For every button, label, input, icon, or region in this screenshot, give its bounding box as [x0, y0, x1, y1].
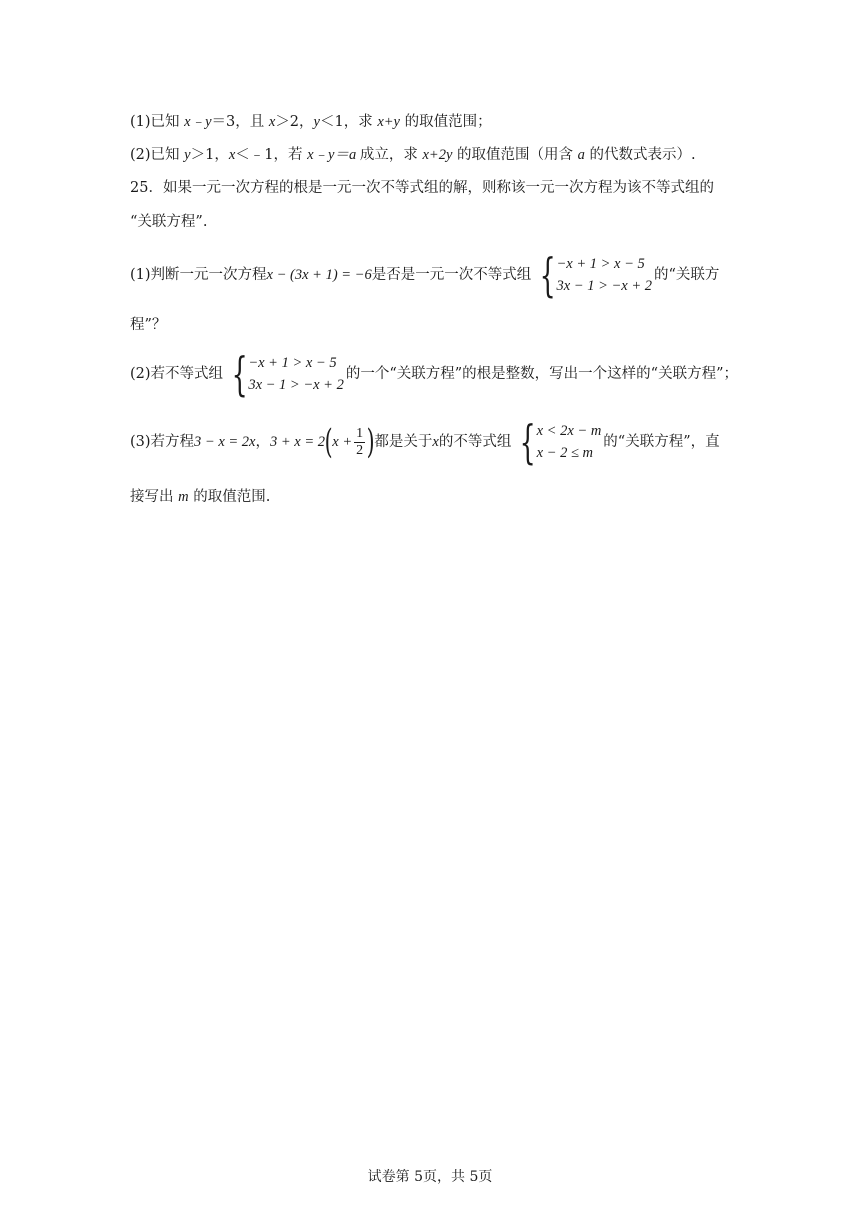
text: ， — [255, 434, 270, 450]
math-expression: x﹣y — [184, 114, 212, 130]
math-variable: a — [577, 147, 585, 163]
text: (1)已知 — [130, 114, 185, 130]
text: 的“关联方 — [654, 267, 720, 283]
text: 的取值范围； — [399, 114, 492, 130]
question-24-part-2 — [130, 145, 696, 165]
equation-1: 3 − x = 2x — [194, 434, 256, 450]
question-25-part-2 — [130, 347, 738, 401]
math-variable: m — [178, 489, 189, 505]
math-variable: x — [228, 147, 236, 163]
inequality-system — [533, 248, 653, 302]
text: ＞1， — [190, 147, 229, 163]
math-expression: x﹣y＝a — [307, 147, 360, 163]
inequality-2: 3x − 1 > −x + 2 — [556, 278, 653, 294]
page-footer: 试卷第 5页，共 5页 — [367, 1169, 493, 1185]
text: 是否是一元一次不等式组 — [371, 267, 532, 283]
left-brace: { — [231, 347, 248, 401]
inequality-system — [225, 347, 344, 401]
text: 的取值范围（用含 — [452, 147, 578, 163]
inequality-1: −x + 1 > x − 5 — [248, 355, 337, 371]
text: (3)若方程 — [130, 434, 195, 450]
equation: x − (3x + 1) = −6 — [266, 267, 372, 283]
math-expression: x+y — [377, 114, 400, 130]
text: ＜1，求 — [319, 114, 378, 130]
fraction-numerator: 1 — [356, 425, 364, 441]
text: 的“关联方程”，直 — [603, 434, 720, 450]
text: 成立，求 — [359, 147, 423, 163]
text: ＜﹣1，若 — [235, 147, 308, 163]
text: 的代数式表示）. — [584, 147, 696, 163]
math-variable: y — [313, 114, 320, 130]
question-25-stem-line-1: 25．如果一元一次方程的根是一元一次不等式组的解，则称该一元一次方程为该不等式组的 — [130, 180, 714, 196]
question-25-part-3-continued — [130, 487, 270, 507]
text: (2)若不等式组 — [130, 366, 224, 382]
text: 接写出 — [130, 489, 179, 505]
equation-2-inner: x + — [332, 434, 353, 450]
text: 的取值范围. — [188, 489, 271, 505]
left-brace: { — [539, 248, 556, 302]
fraction-denominator: 2 — [356, 442, 364, 458]
question-25-part-1-continued: 程”？ — [130, 317, 167, 333]
text: 的不等式组 — [438, 434, 512, 450]
question-25-stem-line-2: “关联方程”. — [130, 214, 208, 230]
right-paren: ) — [366, 422, 375, 462]
inequality-2: 3x − 1 > −x + 2 — [248, 377, 344, 393]
inequality-2: x − 2 ≤ m — [536, 445, 594, 461]
fraction-one-half — [354, 426, 365, 459]
text: ＝3，且 — [211, 114, 269, 130]
inequality-1: −x + 1 > x − 5 — [556, 256, 645, 272]
equation-2-left: 3 + x = 2 — [270, 434, 326, 450]
math-expression: x+2y — [422, 147, 453, 163]
left-paren: ( — [324, 422, 333, 462]
math-variable: x — [432, 434, 439, 450]
question-25-part-3 — [130, 415, 720, 469]
inequality-system — [513, 415, 602, 469]
text: 的一个“关联方程”的根是整数，写出一个这样的“关联方程”； — [345, 366, 738, 382]
left-brace: { — [519, 415, 537, 469]
text: (1)判断一元一次方程 — [130, 267, 267, 283]
text: ＞2， — [275, 114, 314, 130]
math-variable: y — [184, 147, 191, 163]
inequality-1: x < 2x − m — [536, 423, 602, 439]
math-variable: x — [268, 114, 276, 130]
text: (2)已知 — [130, 147, 185, 163]
question-24-part-1 — [130, 112, 492, 132]
text: 都是关于 — [374, 434, 433, 450]
question-25-part-1 — [130, 248, 720, 302]
